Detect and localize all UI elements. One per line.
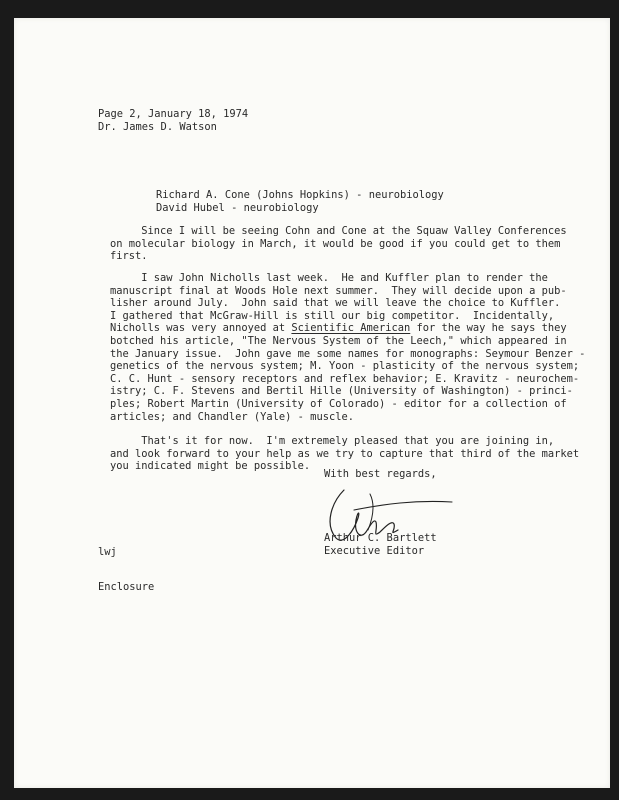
text-line: I saw John Nicholls last week. He and Kuffler plan to render the [110, 272, 548, 284]
text-line: C. C. Hunt - sensory receptors and reflex behavior; E. Kravitz - neurochem- [110, 372, 580, 385]
text-line: you indicated might be possible. [110, 460, 311, 473]
closing-salutation: With best regards, [324, 468, 437, 480]
text-line: I gathered that McGraw-Hill is still our big competitor. Incidentally, [110, 309, 555, 322]
signer-name: Arthur C. Bartlett [324, 532, 437, 544]
text-line-with-title [110, 322, 585, 335]
list-item: David Hubel - neurobiology [156, 201, 319, 214]
signature-block [324, 532, 437, 557]
text-line: manuscript final at Woods Hole next summer. They will decide upon a pub- [110, 284, 567, 297]
text-fragment: Nicholls was very annoyed at [110, 322, 292, 335]
text-line: lisher around July. John said that we will leave the choice to Kuffler. [110, 297, 561, 310]
letter-header [98, 108, 248, 133]
paragraph-nicholls [110, 272, 585, 423]
paragraph-conferences [110, 225, 567, 263]
text-line: That's it for now. I'm extremely pleased that you are joining in, [110, 435, 555, 447]
text-line: and look forward to your help as we try to capture that third of the market [110, 447, 580, 460]
contributor-list [156, 189, 444, 214]
text-line: ples; Robert Martin (University of Colorado) - editor for a collection of [110, 397, 567, 410]
text-line: articles; and Chandler (Yale) - muscle. [110, 410, 354, 423]
text-line: Since I will be seeing Cohn and Cone at the Squaw Valley Conferences [110, 225, 567, 237]
underlined-journal-title: Scientific American [291, 322, 411, 335]
list-item: Richard A. Cone (Johns Hopkins) - neurobiology [156, 189, 444, 201]
text-line: botched his article, "The Nervous System of the Leech," which appeared in [110, 334, 567, 347]
letter-page [14, 18, 610, 788]
text-line: on molecular biology in March, it would be good if you could get to them [110, 237, 561, 250]
text-line: the January issue. John gave me some names for monographs: Seymour Benzer - [110, 347, 586, 360]
text-line: first. [110, 250, 148, 263]
enclosure-note: Enclosure [98, 581, 155, 593]
text-line: genetics of the nervous system; M. Yoon - plasticity of the nervous system; [110, 360, 580, 373]
recipient-line: Dr. James D. Watson [98, 120, 217, 133]
text-fragment: for the way he says they [410, 322, 567, 335]
signer-title: Executive Editor [324, 544, 425, 557]
typist-initials: lwj [98, 546, 117, 558]
page-date-line: Page 2, January 18, 1974 [98, 108, 249, 120]
text-line: istry; C. F. Stevens and Bertil Hille (University of Washington) - princi- [110, 385, 573, 398]
